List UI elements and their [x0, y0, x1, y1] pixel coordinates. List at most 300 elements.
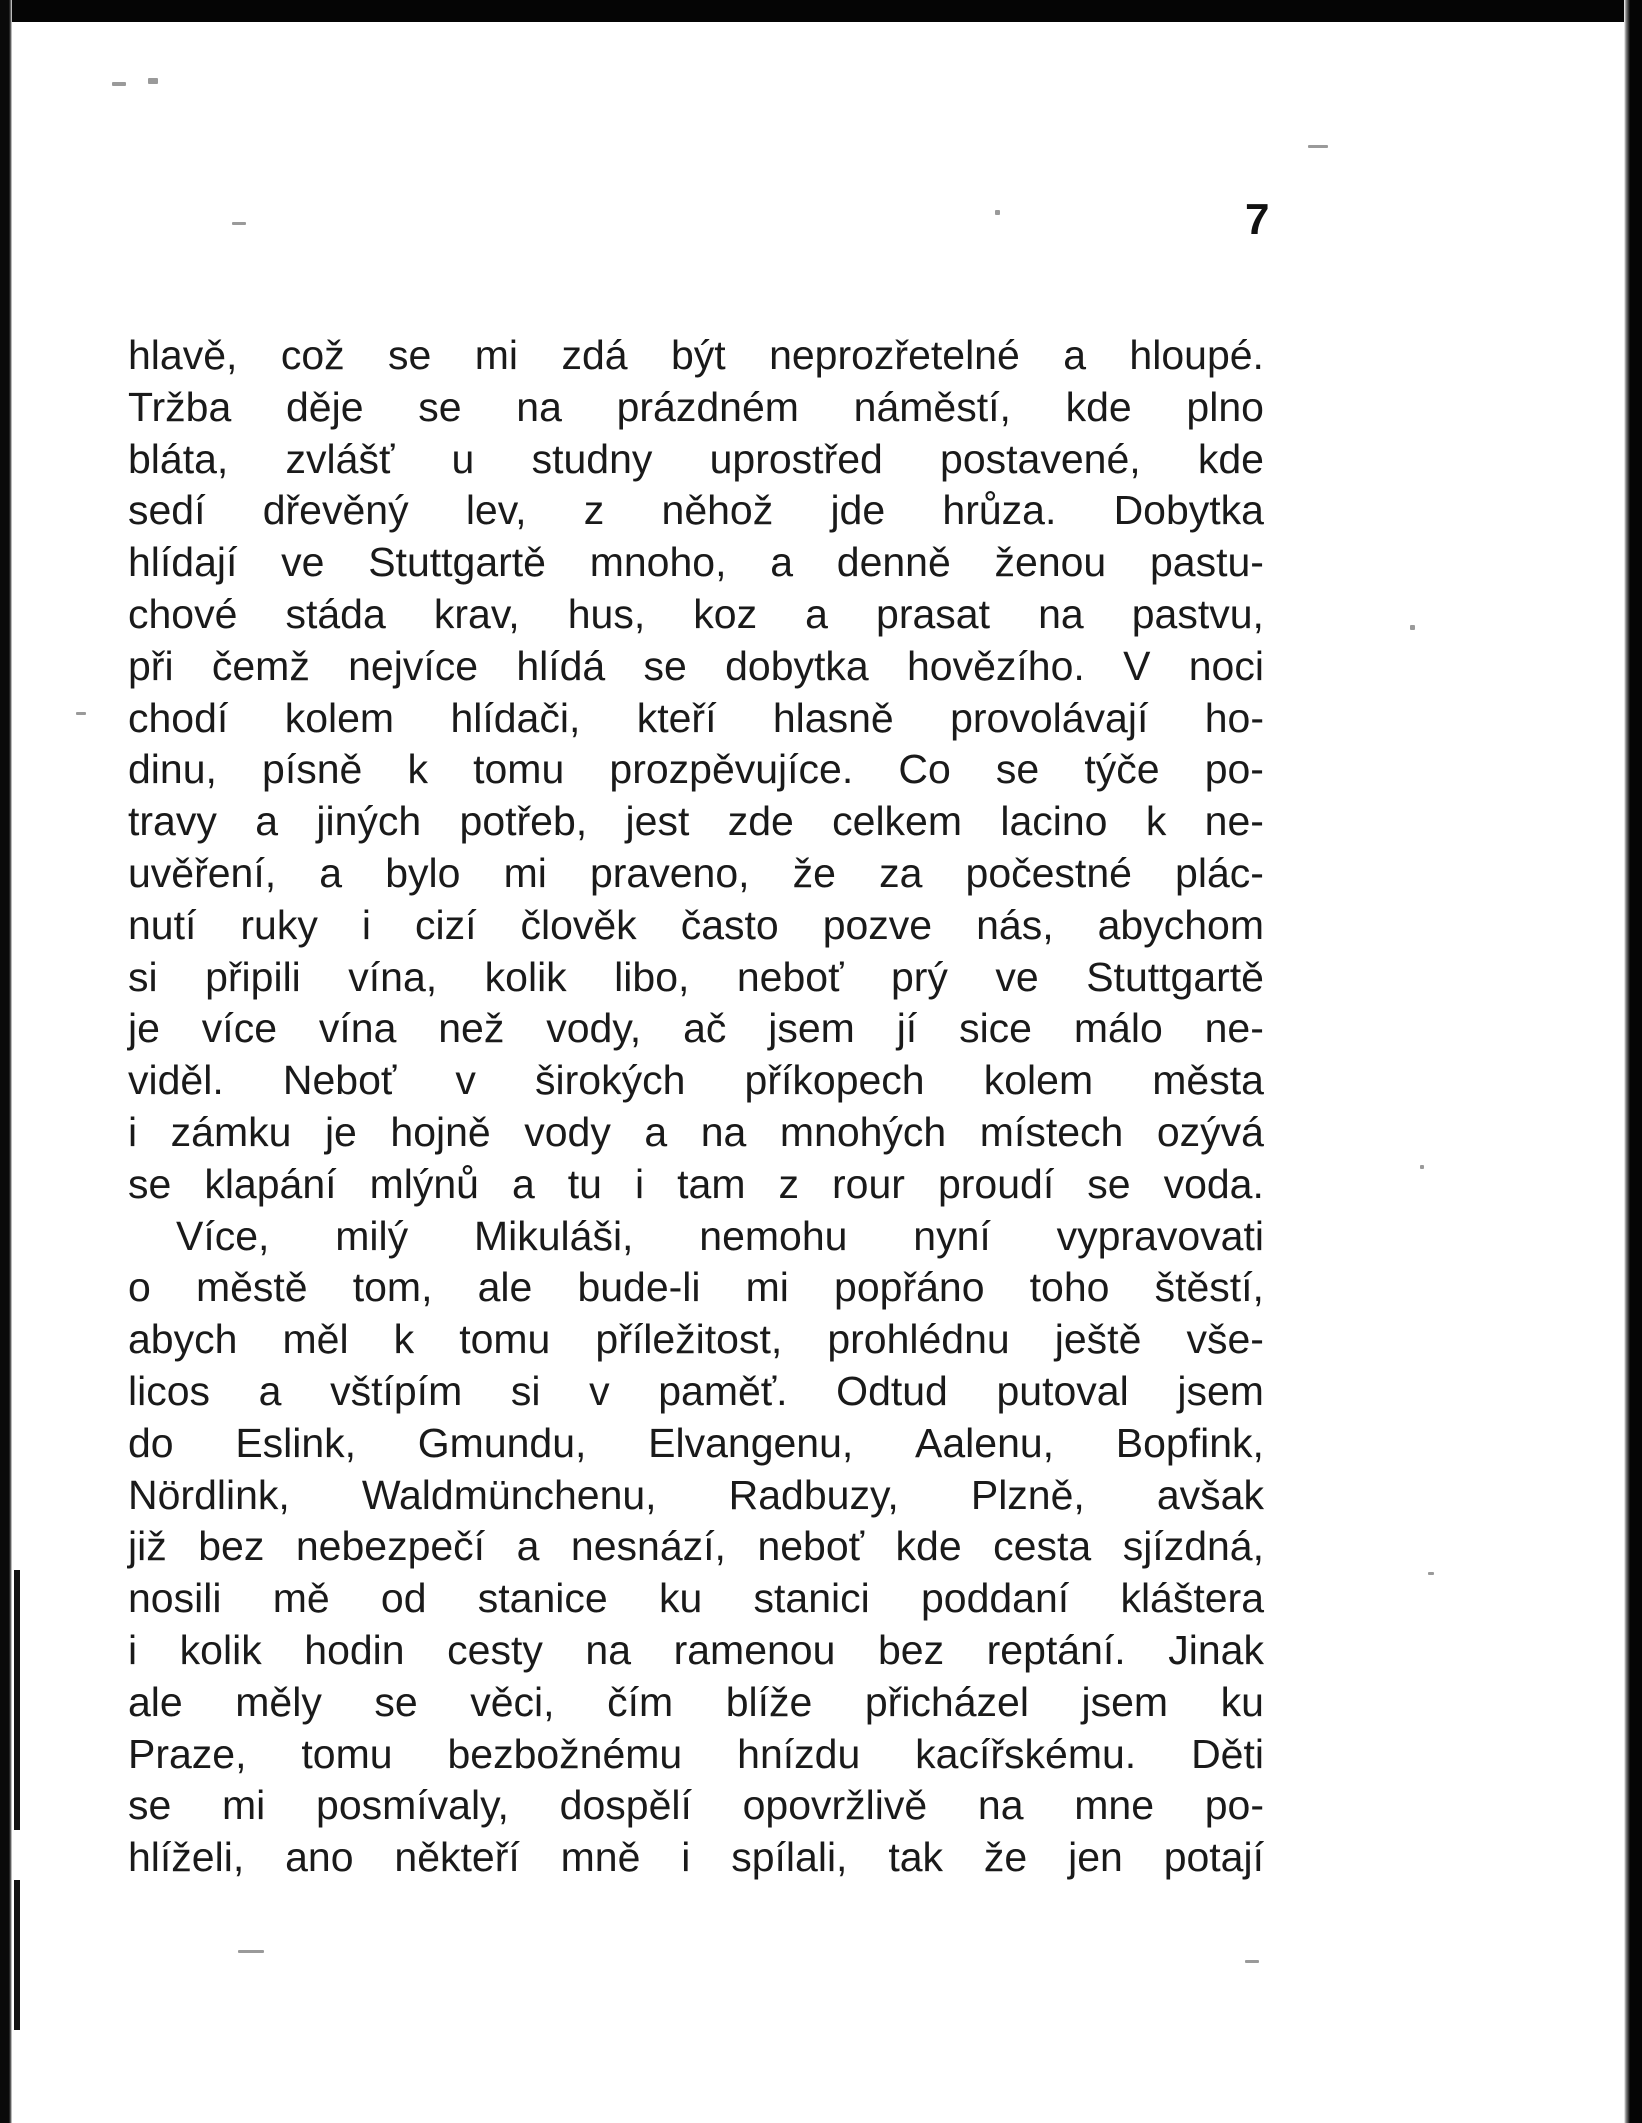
text-word: postavené,	[940, 435, 1141, 482]
page-number: 7	[1245, 195, 1270, 244]
text-word: jde	[830, 487, 886, 534]
text-word: nosili	[128, 1575, 222, 1622]
text-line	[128, 382, 1264, 434]
text-word: na	[700, 1108, 747, 1155]
text-line	[128, 1107, 1264, 1159]
text-word: milý	[335, 1212, 409, 1259]
text-word: mi	[745, 1264, 789, 1311]
text-word: praveno,	[589, 849, 750, 896]
text-word: klapání	[204, 1160, 337, 1207]
text-word: hodin	[304, 1626, 405, 1673]
text-word: se	[128, 1160, 172, 1207]
text-word: často	[680, 901, 779, 948]
text-word: měl	[282, 1316, 349, 1363]
text-word: potřeb,	[459, 798, 588, 845]
text-word: travy	[128, 798, 217, 845]
text-word: kolik	[179, 1626, 262, 1673]
text-word: příkopech	[744, 1057, 925, 1104]
text-word: tomu	[473, 746, 565, 793]
text-word: dřevěný	[262, 487, 409, 534]
text-word: je	[128, 1005, 160, 1052]
text-word: tomu	[459, 1316, 551, 1363]
text-word: posmívaly,	[316, 1782, 509, 1829]
text-word: ano	[285, 1834, 354, 1881]
text-word: vody	[524, 1108, 611, 1155]
text-word: hlíželi,	[128, 1834, 245, 1881]
text-line	[128, 1573, 1264, 1625]
text-word: z	[583, 487, 605, 534]
text-word: ozývá	[1156, 1108, 1264, 1155]
text-word: i	[681, 1834, 691, 1881]
text-word: bláta,	[128, 435, 229, 482]
text-word: cesty	[447, 1626, 543, 1673]
text-line	[128, 744, 1264, 796]
text-word: ramenou	[673, 1626, 836, 1673]
text-word: týče	[1084, 746, 1160, 793]
text-word: rour	[832, 1160, 905, 1207]
text-word: být	[670, 332, 726, 378]
text-word: hlídají	[128, 539, 238, 586]
text-word: již	[128, 1523, 167, 1570]
text-word: abych	[128, 1316, 238, 1363]
binding-mark	[14, 1570, 20, 1830]
text-word: zde	[727, 798, 794, 845]
text-word: hloupé.	[1129, 332, 1264, 378]
text-line	[128, 434, 1264, 486]
text-word: pastvu,	[1131, 590, 1264, 637]
scan-speck	[238, 1950, 264, 1953]
text-word: ale	[477, 1264, 533, 1311]
text-word: se	[374, 1678, 418, 1725]
text-word: vypravovati	[1056, 1212, 1264, 1259]
text-line	[128, 1314, 1264, 1366]
text-word: neprozřetelné	[769, 332, 1020, 378]
text-word: mne	[1074, 1782, 1154, 1829]
text-line	[128, 1780, 1264, 1832]
text-word: dospělí	[559, 1782, 692, 1829]
text-word: že	[983, 1834, 1028, 1881]
text-word: a	[644, 1108, 668, 1155]
text-line	[128, 1159, 1264, 1211]
text-word: denně	[836, 539, 951, 586]
text-word: plác-	[1175, 849, 1264, 896]
text-word: kláštera	[1120, 1575, 1264, 1622]
text-word: ne-	[1204, 798, 1264, 845]
text-word: nutí	[128, 901, 197, 948]
text-line	[128, 1729, 1264, 1781]
text-word: hovězího.	[907, 642, 1085, 689]
text-word: se	[128, 1782, 172, 1829]
text-word: ho-	[1204, 694, 1264, 741]
text-word: libo,	[614, 953, 690, 1000]
text-word: že	[792, 849, 836, 896]
text-word: ne-	[1204, 1005, 1264, 1052]
text-word: a	[805, 590, 828, 637]
text-word: uvěření,	[128, 849, 277, 896]
text-word: stáda	[285, 590, 386, 637]
text-word: vše-	[1186, 1316, 1264, 1363]
text-word: města	[1152, 1057, 1264, 1104]
text-word: jest	[625, 798, 690, 845]
text-word: nás,	[976, 901, 1054, 948]
text-word: neboť	[736, 953, 844, 1000]
text-word: Stuttgartě	[368, 539, 546, 586]
text-word: stanice	[477, 1575, 608, 1622]
text-word: bylo	[385, 849, 461, 896]
text-word: jsem	[768, 1005, 855, 1052]
text-word: Stuttgartě	[1086, 953, 1264, 1000]
text-word: popřáno	[834, 1264, 985, 1311]
text-line	[128, 641, 1264, 693]
text-word: avšak	[1156, 1471, 1264, 1518]
text-word: licos	[128, 1367, 211, 1414]
text-word: dobytka	[725, 642, 869, 689]
text-word: putoval	[996, 1367, 1129, 1414]
text-word: u	[451, 435, 475, 482]
text-line	[128, 1521, 1264, 1573]
text-word: děje	[286, 383, 364, 430]
text-word: Mikuláši,	[473, 1212, 634, 1259]
text-word: k	[393, 1316, 415, 1363]
text-word: pozve	[822, 901, 933, 948]
text-word: vody,	[546, 1005, 642, 1052]
text-word: paměť.	[658, 1367, 788, 1414]
scan-border-left	[0, 0, 12, 2123]
text-word: věci,	[470, 1678, 555, 1725]
text-line	[128, 1418, 1264, 1470]
text-word: než	[438, 1005, 505, 1052]
text-word: mlýnů	[369, 1160, 479, 1207]
text-word: a	[258, 1367, 282, 1414]
text-word: se	[418, 383, 462, 430]
text-word: neboť	[757, 1523, 865, 1570]
text-word: vštípím	[330, 1367, 463, 1414]
text-word: na	[516, 383, 562, 430]
text-word: toho	[1029, 1264, 1110, 1311]
text-line	[128, 485, 1264, 537]
text-word: Jinak	[1168, 1626, 1264, 1673]
text-line	[128, 848, 1264, 900]
scan-speck	[1308, 145, 1328, 148]
text-word: což	[280, 332, 345, 378]
text-word: pastu-	[1149, 539, 1264, 586]
text-word: ač	[683, 1005, 727, 1052]
text-word: prasat	[876, 590, 990, 637]
text-line	[128, 1211, 1264, 1263]
text-word: jsem	[1177, 1367, 1264, 1414]
text-word: o	[128, 1264, 151, 1311]
text-word: k	[1145, 798, 1167, 845]
text-line	[128, 1262, 1264, 1314]
text-line	[128, 537, 1264, 589]
text-word: Eslink,	[235, 1419, 357, 1466]
text-word: jsem	[1081, 1678, 1169, 1725]
text-word: hlavě,	[128, 332, 238, 378]
text-word: prý	[890, 953, 948, 1000]
text-word: někteří	[394, 1834, 520, 1881]
text-word: ještě	[1054, 1316, 1142, 1363]
text-word: se	[643, 642, 687, 689]
text-word: celkem	[832, 798, 963, 845]
text-word: mě	[272, 1575, 330, 1622]
text-word: něhož	[661, 487, 774, 534]
text-word: jen	[1068, 1834, 1123, 1881]
text-line	[128, 1677, 1264, 1729]
text-word: se	[995, 746, 1040, 793]
text-word: širokých	[535, 1057, 686, 1104]
text-word: více	[201, 1005, 277, 1052]
text-word: mnoho,	[589, 539, 727, 586]
text-word: se	[388, 332, 432, 378]
text-word: jiných	[316, 798, 422, 845]
text-word: plno	[1186, 383, 1264, 430]
text-word: čemž	[211, 642, 310, 689]
text-word: Radbuzy,	[728, 1471, 899, 1518]
scan-speck	[1245, 1960, 1259, 1963]
text-line	[128, 796, 1264, 848]
text-word: při	[128, 642, 174, 689]
text-word: a	[255, 798, 279, 845]
text-word: je	[324, 1108, 357, 1155]
text-word: ženou	[994, 539, 1107, 586]
text-word: chové	[128, 590, 238, 637]
scan-speck	[112, 82, 126, 86]
text-word: a	[516, 1523, 540, 1570]
text-line	[128, 952, 1264, 1004]
text-word: i	[128, 1626, 138, 1673]
text-word: prohlédnu	[827, 1316, 1010, 1363]
text-word: bezbožnému	[447, 1730, 683, 1777]
text-word: i	[635, 1160, 645, 1207]
scan-speck	[76, 712, 86, 715]
text-word: hlídači,	[450, 694, 581, 741]
scan-speck	[1410, 625, 1415, 630]
text-word: příležitost,	[595, 1316, 783, 1363]
text-word: koz	[693, 590, 758, 637]
text-word: hnízdu	[737, 1730, 861, 1777]
text-word: tomu	[301, 1730, 393, 1777]
text-word: měly	[235, 1678, 322, 1725]
text-word: v	[589, 1367, 610, 1414]
text-word: mi	[474, 332, 519, 378]
text-word: mi	[503, 849, 547, 896]
scan-speck	[1420, 1165, 1424, 1169]
text-word: kde	[895, 1523, 962, 1570]
text-word: ve	[995, 953, 1039, 1000]
text-word: poddaní	[920, 1575, 1070, 1622]
text-word: kde	[1065, 383, 1132, 430]
text-word: a	[511, 1160, 535, 1207]
text-word: lacino	[1000, 798, 1108, 845]
text-word: lev,	[465, 487, 527, 534]
text-word: si	[510, 1367, 541, 1414]
text-word: cizí	[414, 901, 477, 948]
scan-speck	[232, 222, 246, 225]
text-word: dinu,	[128, 746, 217, 793]
text-word: kacířskému.	[915, 1730, 1137, 1777]
text-word: kolem	[284, 694, 395, 741]
text-word: Elvangenu,	[648, 1419, 854, 1466]
text-word: jí	[896, 1005, 918, 1052]
text-word: náměstí,	[853, 383, 1011, 430]
text-word: blíže	[725, 1678, 813, 1725]
text-word: člověk	[520, 901, 637, 948]
scan-speck	[995, 210, 1000, 215]
text-word: ve	[281, 539, 325, 586]
text-word: místech	[979, 1108, 1124, 1155]
text-word: nyní	[913, 1212, 991, 1259]
binding-mark	[14, 1880, 20, 2030]
text-word: stanici	[753, 1575, 870, 1622]
text-word: Odtud	[836, 1367, 948, 1414]
text-word: nemohu	[699, 1212, 848, 1259]
text-word: Co	[898, 746, 951, 793]
text-word: prozpěvujíce.	[609, 746, 854, 793]
text-word: provolávají	[950, 694, 1149, 741]
text-word: za	[879, 849, 923, 896]
text-word: mi	[222, 1782, 266, 1829]
text-word: čím	[607, 1678, 674, 1725]
text-word: bez	[198, 1523, 265, 1570]
text-word: po-	[1204, 746, 1264, 793]
text-word: proudí	[937, 1160, 1055, 1207]
text-line	[128, 1625, 1264, 1677]
text-word: na	[585, 1626, 632, 1673]
text-word: připili	[205, 953, 301, 1000]
text-word: hlídá	[516, 642, 606, 689]
text-word: zdá	[561, 332, 628, 378]
text-word: sice	[959, 1005, 1032, 1052]
text-word: mnohých	[779, 1108, 947, 1155]
text-line	[128, 589, 1264, 641]
text-line	[128, 1003, 1264, 1055]
text-word: kteří	[636, 694, 717, 741]
text-word: kolik	[484, 953, 567, 1000]
scan-speck	[148, 78, 158, 84]
text-word: hojně	[390, 1108, 491, 1155]
text-word: ku	[658, 1575, 703, 1622]
text-word: bude-li	[577, 1264, 701, 1311]
text-word: prázdném	[616, 383, 799, 430]
text-word: uprostřed	[709, 435, 883, 482]
text-word: nebezpečí	[295, 1523, 486, 1570]
text-word: tam	[677, 1160, 746, 1207]
text-word: se	[1087, 1160, 1131, 1207]
text-line	[128, 693, 1264, 745]
text-word: v	[455, 1057, 476, 1104]
text-word: voda.	[1163, 1160, 1264, 1207]
text-word: nesnází,	[570, 1523, 726, 1570]
text-word: chodí	[128, 694, 229, 741]
text-word: viděl.	[128, 1057, 224, 1104]
text-word: štěstí,	[1154, 1264, 1264, 1311]
text-word: hlasně	[772, 694, 894, 741]
text-word: Dobytka	[1113, 487, 1264, 534]
text-word: ale	[128, 1678, 183, 1725]
text-word: i	[128, 1108, 138, 1155]
text-word: Plzně,	[970, 1471, 1085, 1518]
text-word: abychom	[1097, 901, 1264, 948]
text-word: tom,	[352, 1264, 433, 1311]
text-word: ku	[1220, 1678, 1264, 1725]
scan-speck	[1428, 1572, 1434, 1575]
text-word: z	[778, 1160, 799, 1207]
scan-border-right	[1624, 0, 1642, 2123]
text-line	[128, 1470, 1264, 1522]
text-word: od	[380, 1575, 427, 1622]
text-word: kde	[1197, 435, 1264, 482]
text-word: na	[977, 1782, 1024, 1829]
text-word: opovržlivě	[742, 1782, 928, 1829]
text-word: noci	[1188, 642, 1264, 689]
text-word: počestné	[965, 849, 1132, 896]
text-word: po-	[1204, 1782, 1264, 1829]
text-word: Nördlink,	[128, 1471, 290, 1518]
text-word: málo	[1073, 1005, 1163, 1052]
text-word: přicházel	[864, 1678, 1029, 1725]
text-word: vína,	[348, 953, 438, 1000]
text-word: vína	[318, 1005, 397, 1052]
body-text	[128, 330, 1264, 1884]
text-word: Neboť	[282, 1057, 397, 1104]
text-word: a	[1063, 332, 1087, 378]
text-word: reptání.	[986, 1626, 1126, 1673]
text-word: k	[407, 746, 428, 793]
text-word: mně	[560, 1834, 641, 1881]
text-word: spílali,	[731, 1834, 848, 1881]
text-word: na	[1038, 590, 1084, 637]
text-line	[128, 900, 1264, 952]
text-word: zvlášť	[285, 435, 395, 482]
text-word: zámku	[170, 1108, 292, 1155]
scan-border-top	[0, 0, 1642, 22]
text-line	[128, 1366, 1264, 1418]
text-word: ruky	[240, 901, 318, 948]
text-word: studny	[531, 435, 653, 482]
text-word: Bopfink,	[1115, 1419, 1264, 1466]
text-word: hrůza.	[942, 487, 1057, 534]
text-line	[128, 1832, 1264, 1884]
text-word: tak	[888, 1834, 944, 1881]
text-word: cesta	[993, 1523, 1092, 1570]
text-word: Více,	[176, 1212, 270, 1259]
text-word: sjízdná,	[1122, 1523, 1264, 1570]
text-word: Tržba	[128, 383, 232, 430]
text-word: tu	[567, 1160, 602, 1207]
text-word: bez	[877, 1626, 945, 1673]
text-word: městě	[195, 1264, 308, 1311]
text-word: a	[319, 849, 343, 896]
text-word: si	[128, 953, 158, 1000]
text-word: Waldmünchenu,	[361, 1471, 657, 1518]
text-word: i	[361, 901, 371, 948]
text-word: nejvíce	[348, 642, 479, 689]
text-word: Gmundu,	[417, 1419, 587, 1466]
text-word: do	[128, 1419, 174, 1466]
text-word: potají	[1163, 1834, 1264, 1881]
text-line	[128, 1055, 1264, 1107]
text-word: hus,	[567, 590, 646, 637]
text-word: a	[770, 539, 794, 586]
text-word: Aalenu,	[915, 1419, 1055, 1466]
text-word: krav,	[433, 590, 520, 637]
text-word: kolem	[983, 1057, 1094, 1104]
text-word: V	[1123, 642, 1151, 689]
text-word: sedí	[128, 487, 206, 534]
text-line	[128, 330, 1264, 382]
text-word: Děti	[1191, 1730, 1264, 1777]
text-word: písně	[262, 746, 363, 793]
